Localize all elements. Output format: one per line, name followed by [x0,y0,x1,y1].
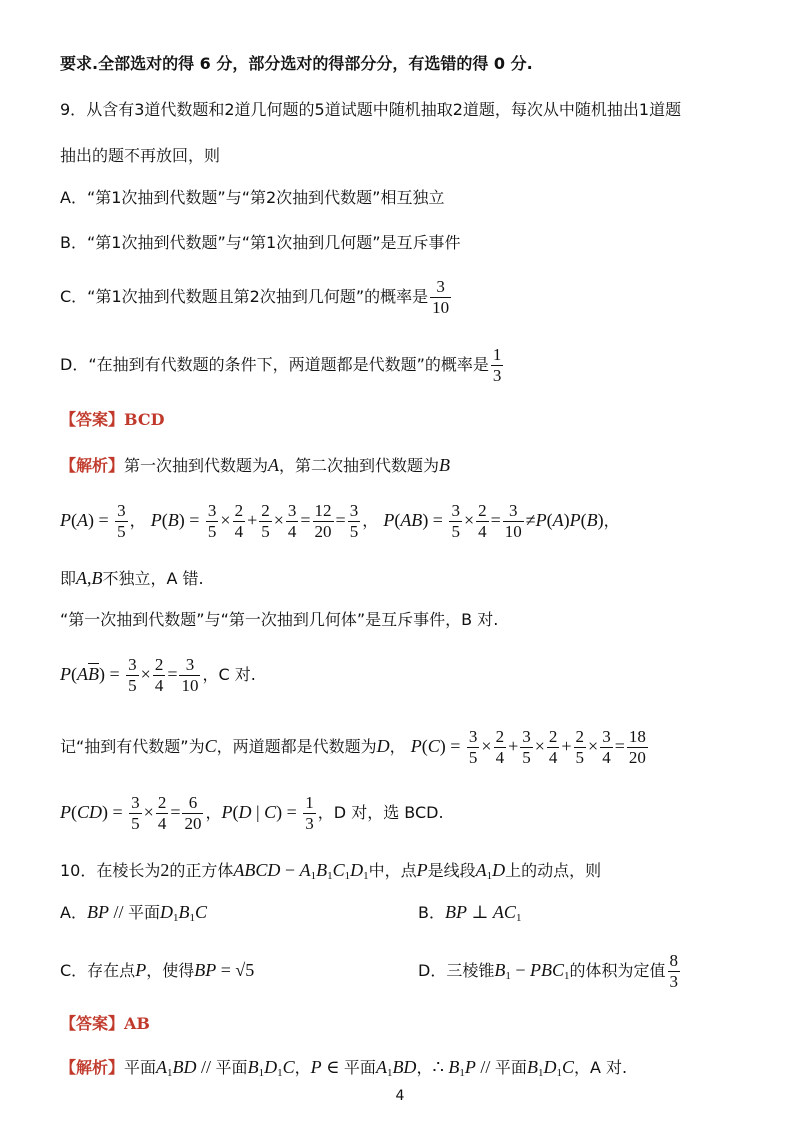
answer-label: 【答案】 [60,1014,125,1033]
text: 不独立，A 错. [102,569,204,588]
q9-stem-1: 从含有3道代数题和2道几何题的5道试题中随机抽取2道题，每次从中随机抽出1道题 [86,100,682,119]
q9-option-a: A．“第1次抽到代数题”与“第2次抽到代数题”相互独立 [60,188,445,207]
math-ab: A [76,568,88,588]
text: 平面 [127,903,160,922]
math-pa: P [60,510,71,530]
q10-number: 10． [60,861,97,880]
text: 中，点 [368,861,417,880]
q9-option-d-text: D．“在抽到有代数题的条件下，两道题都是代数题”的概率是 [60,355,489,374]
q9-option-c-fraction [430,277,451,318]
page-number: 4 [395,1088,405,1104]
text: 平面 [124,1058,157,1077]
q10-analysis: 【解析】平面$A_1BD$ // 平面$B_1D_1C$，P ∈ 平面$A_1BD$，∴ $B_1P$ // 平面$B_1D_1C$，A 对. [60,1057,628,1079]
q10-option-d-label: D．三棱锥 [418,961,495,980]
q9-formula-line1: P(A) = $\frac{3}{5}$ ， P(B) = $\frac{3}{5}$ × $\frac{2}{4}$ + $\frac{2}{5}$ × $\frac{3}{4}$ = $\frac{12}{20}$ = $\frac{3}{5}$ ， P(AB) = $\frac{3}{5}$ × $\frac{2}{4}$ = $\frac{3}{10}$ ≠P(A)P(B)， [60,501,620,541]
text: 记“抽到有代数题”为 [60,737,205,756]
q9-stem-line2: 抽出的题不再放回，则 [60,146,221,165]
q10-options-ab: A．BP // 平面$D_1B_1C$ B．BP ⊥ $AC_1$ [60,900,740,930]
analysis-text-1: 第一次抽到代数题为 [124,456,269,475]
frac-num: 8 [669,951,678,970]
text: ，C 对. [202,665,256,684]
q10-stem: 10．在棱长为2的正方体ABCD − $A_1B_1C_1D_1$中，点P是线段$A_1D$上的动点，则 [60,860,602,882]
requirement-text: 要求.全部选对的得 6 分，部分选对的得部分分，有选错的得 0 分. [60,54,533,73]
frac-den: 10 [432,298,450,317]
analysis-label: 【解析】 [60,456,125,475]
math-b: B [439,455,451,475]
q9-answer [60,408,740,432]
q9-option-d-fraction [491,345,504,386]
q9-option-d [60,340,740,390]
q9-number: 9． [60,100,87,119]
q9-analysis-line3: “第一次抽到代数题”与“第一次抽到几何体”是互斥事件，B 对. [60,610,499,629]
text: 是线段 [427,861,476,880]
frac-den: 3 [669,972,678,991]
q10-answer [60,1012,740,1036]
text: 平面 [343,1058,376,1077]
q9-formula-line4: P(CD) = $\frac{3}{5}$ × $\frac{2}{4}$ = $\frac{6}{20}$ ，P(D | C) = $\frac{1}{3}$ ，D 对，选 BCD. [60,793,444,833]
q9-formula-line3: 记“抽到有代数题”为C，两道题都是代数题为D， P(C) = $\frac{3}{5}$ × $\frac{2}{4}$ + $\frac{3}{5}$ × $\frac{2}{4}$ + $\frac{2}{5}$ × $\frac{3}{4}$ = $\frac{18}{20}$ [60,727,646,767]
q10-options-cd: C．存在点P，使得BP = √5 D．三棱锥$B_1 - PBC_1$的体积为定值 $\frac{8}{3}$ [60,944,740,997]
analysis-text-1b: ，第二次抽到代数题为 [279,456,440,475]
q10-option-c-label: C．存在点 [60,961,136,980]
analysis-label: 【解析】 [60,1058,125,1077]
math-a: A [268,455,280,475]
math-pab: P [383,510,395,530]
text: 上的动点，则 [505,861,602,880]
text: ，两道题都是代数题为 [216,737,377,756]
text: 的体积为定值 [569,961,666,980]
math-pb: P [150,510,162,530]
q10-option-b-label: B． [418,903,445,922]
text: 在棱长为 [96,861,161,880]
text: ，D 对，选 BCD. [317,803,444,822]
frac-num: 3 [430,277,451,298]
text: ，使得 [146,961,195,980]
q9-formula-line2: $P(A\overline{B})$ = $\frac{3}{5}$ × $\frac{2}{4}$ = $\frac{3}{10}$ ，C 对. [60,655,256,695]
q10-option-a-label: A． [60,903,87,922]
text: ，A 对. [573,1058,628,1077]
q9-stem-line1 [60,98,740,122]
q9-analysis-line1 [60,453,740,478]
q9-option-c [60,272,740,322]
text: 平面 [494,1058,527,1077]
text: 的正方体 [169,861,234,880]
answer-label: 【答案】 [60,410,125,429]
q9-option-c-text: C．“第1次抽到代数题且第2次抽到几何题”的概率是 [60,287,429,306]
answer-value: BCD [124,410,165,429]
q9-option-b: B．“第1次抽到代数题”与“第1次抽到几何题”是互斥事件 [60,233,461,252]
text: 平面 [215,1058,248,1077]
text: 即 [60,569,77,588]
q9-analysis-line2: 即A,B不独立，A 错. [60,568,204,588]
frac-num: 1 [492,345,502,364]
frac-den: 3 [492,366,502,385]
answer-value: AB [124,1014,150,1033]
fraction: $\frac{3}{5}$ [117,501,126,541]
q10-option-d: D．三棱锥$B_1 - PBC_1$的体积为定值 $\frac{8}{3}$ [418,951,678,991]
q10-option-b: B．BP ⊥ $AC_1$ [418,902,522,924]
